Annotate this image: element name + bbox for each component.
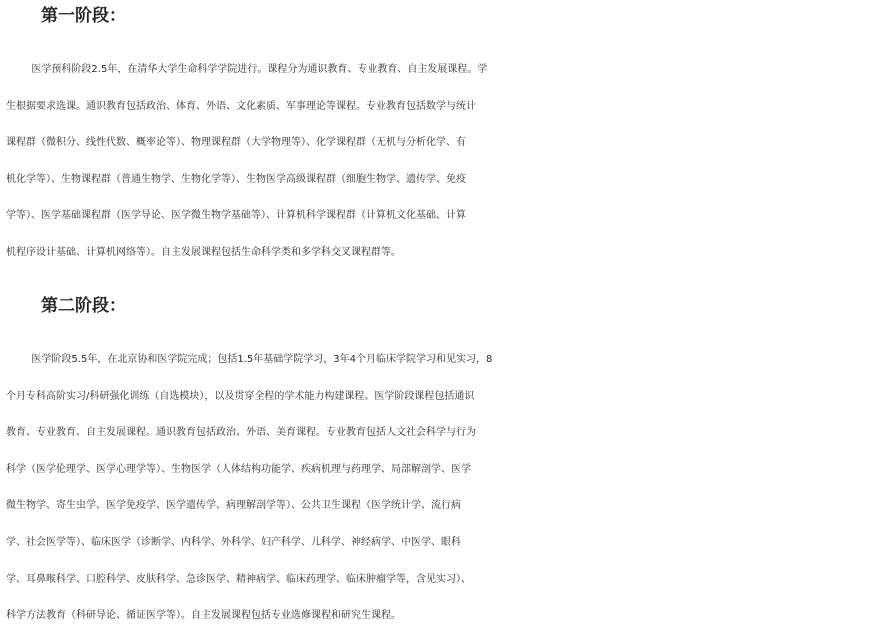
paragraph-line: 学、社会医学等）、临床医学（诊断学、内科学、外科学、妇产科学、儿科学、神经病学、中医学、眼科	[6, 536, 461, 548]
paragraph-line: 医学阶段5.5年，在北京协和医学院完成；包括1.5年基础学院学习，3年4个月临床学院学习和见实习，8	[6, 354, 493, 365]
section-heading-stage-1: 第一阶段：	[41, 6, 126, 26]
paragraph-line: 课程群（微积分、线性代数、概率论等）、物理课程群（大学物理等）、化学课程群（无机与分析化学、有	[6, 137, 466, 149]
paragraph-line: 个月专科高阶实习/科研强化训练（自选模块），以及贯穿全程的学术能力构建课程。医学阶段课程包括通识	[6, 390, 475, 402]
paragraph-line: 学等）、医学基础课程群（医学导论、医学微生物学基础等）、计算机科学课程群（计算机文化基础、计算	[6, 210, 466, 222]
paragraph-line: 机化学等）、生物课程群（普通生物学、生物化学等）、生物医学高级课程群（细胞生物学、遗传学、免疫	[6, 173, 466, 185]
paragraph-line: 微生物学、寄生虫学、医学免疫学、医学遗传学、病理解剖学等）、公共卫生课程（医学统计学、流行病	[6, 500, 461, 512]
section-paragraph-stage-2	[6, 342, 875, 635]
paragraph-line: 科学（医学伦理学、医学心理学等）、生物医学（人体结构功能学、疾病机理与药理学、局部解剖学、医学	[6, 463, 471, 475]
paragraph-line: 生根据要求选课。通识教育包括政治、体育、外语、文化素质、军事理论等课程。专业教育包括数学与统计	[6, 100, 476, 112]
paragraph-line: 学、耳鼻喉科学、口腔科学、皮肤科学、急诊医学、精神病学、临床药理学、临床肿瘤学等，含见实习）、	[6, 573, 471, 585]
paragraph-line: 教育、专业教育、自主发展课程。通识教育包括政治、外语、美育课程。专业教育包括人文社会科学与行为	[6, 427, 476, 439]
section-heading-stage-2: 第二阶段：	[41, 296, 126, 316]
paragraph-line: 科学方法教育（科研导论、循证医学等）。自主发展课程包括专业选修课程和研究生课程。	[6, 610, 401, 622]
paragraph-line: 医学预科阶段2.5年，在清华大学生命科学学院进行。课程分为通识教育、专业教育、自主发展课程。学	[6, 64, 488, 75]
section-paragraph-stage-1	[6, 52, 875, 272]
paragraph-line: 机程序设计基础、计算机网络等）。自主发展课程包括生命科学类和多学科交叉课程群等。	[6, 246, 401, 258]
